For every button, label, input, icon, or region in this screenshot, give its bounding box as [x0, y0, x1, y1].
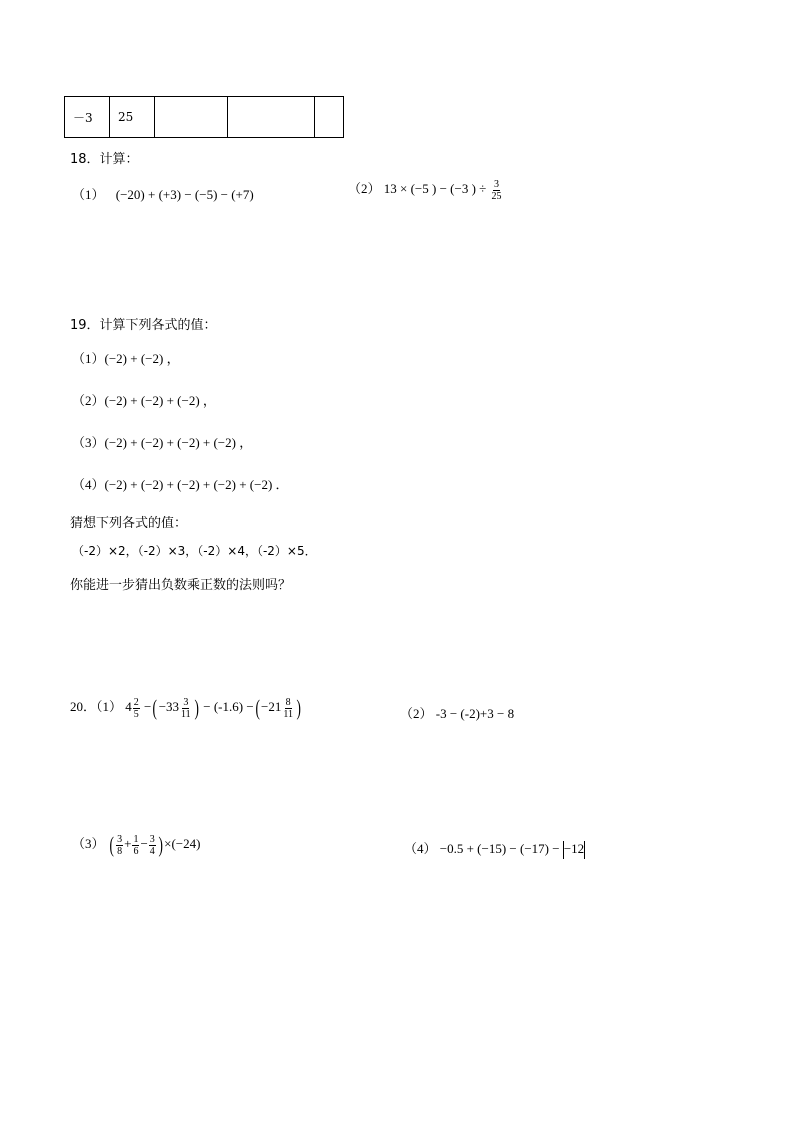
- q20-part4-label: （4）: [404, 841, 437, 856]
- expr-tail: ×(−24): [164, 835, 201, 851]
- fraction-denominator: 6: [133, 845, 139, 857]
- q19-item-label: （3）: [72, 435, 105, 450]
- mixed-number-whole: −21: [260, 698, 282, 714]
- q19-item-expr: (−2) + (−2) + (−2) ，: [104, 393, 216, 408]
- abs-bar-right: [584, 841, 585, 859]
- table-row: [65, 97, 344, 138]
- q20-part3-label: （3）: [72, 835, 105, 851]
- fraction: [149, 834, 156, 857]
- q19-item-label: （1）: [72, 351, 105, 366]
- fraction-denominator: 5: [133, 708, 139, 720]
- q20-part1-label: 20．（1）: [70, 698, 123, 714]
- mixed-number-whole: −33: [158, 698, 180, 714]
- q19-guess-title: 猜想下列各式的值：: [70, 516, 188, 531]
- right-paren: ): [194, 695, 199, 720]
- q19-item-3: [72, 432, 252, 451]
- fraction-denominator: 25: [491, 190, 502, 202]
- q20-part2: [400, 703, 514, 722]
- operator: +: [124, 835, 132, 851]
- expr-middle: − (-1.6) −: [203, 698, 254, 714]
- left-paren: (: [109, 832, 114, 857]
- left-paren: (: [152, 695, 158, 720]
- mixed-number-whole: 4: [125, 698, 132, 714]
- q18-part2-label: （2）: [348, 181, 381, 196]
- fraction-denominator: 11: [283, 708, 293, 720]
- fraction-numerator: 3: [494, 178, 500, 190]
- q18-part1-expr: (−20) + (+3) − (−5) − (+7): [115, 187, 254, 202]
- q20-part4: [404, 838, 585, 859]
- q18-part2: [348, 178, 504, 202]
- operator: −: [144, 698, 152, 714]
- fraction-numerator: 3: [117, 833, 123, 845]
- q19-guess-expr: （-2）×2，（-2）×3，（-2）×4，（-2）×5．: [72, 544, 317, 558]
- right-paren: ): [158, 832, 163, 857]
- fraction: [133, 697, 140, 720]
- q19-question: 你能进一步猜出负数乘正数的法则吗？: [70, 578, 292, 593]
- q18-part1-label: （1）: [72, 187, 105, 202]
- q19-item-expr: (−2) + (−2) + (−2) + (−2) + (−2) ．: [104, 477, 289, 492]
- q20-part1: [70, 695, 302, 721]
- q19-item-1: [72, 348, 180, 367]
- q19-title: 19．计算下列各式的值：: [70, 318, 217, 333]
- q19-item-4: [72, 474, 289, 493]
- left-paren: (: [255, 695, 260, 720]
- q20-part3: [72, 832, 200, 858]
- q19-item-2: [72, 390, 216, 409]
- table-cell: [228, 97, 315, 138]
- q18-part2-fraction: [491, 179, 503, 202]
- abs-value: −12: [563, 841, 585, 856]
- fraction-denominator: 11: [181, 708, 191, 720]
- table-cell: －3: [65, 97, 110, 138]
- fraction-numerator: 1: [133, 833, 139, 845]
- fraction-denominator: 8: [117, 845, 123, 857]
- q18-title: 18．计算：: [70, 152, 139, 167]
- q19-item-expr: (−2) + (−2) + (−2) + (−2) ，: [104, 435, 253, 450]
- answer-table: [64, 96, 344, 138]
- q19-item-label: （4）: [72, 477, 105, 492]
- table-cell: 25: [110, 97, 155, 138]
- q19-item-label: （2）: [72, 393, 105, 408]
- fraction: [282, 697, 294, 720]
- q18-part2-expr: 13 × (−5 ) − (−3 ) ÷: [383, 181, 487, 196]
- table-cell: [315, 97, 344, 138]
- q20-part2-label: （2）: [400, 706, 433, 721]
- fraction: [116, 834, 123, 857]
- fraction-numerator: 2: [133, 696, 139, 708]
- operator: −: [140, 835, 148, 851]
- fraction: [132, 834, 139, 857]
- right-paren: ): [296, 695, 301, 720]
- table-cell: [155, 97, 228, 138]
- fraction: [180, 697, 192, 720]
- fraction-numerator: 3: [149, 833, 155, 845]
- q20-part4-expr: −0.5 + (−15) − (−17) −: [439, 841, 560, 856]
- fraction-denominator: 4: [149, 845, 155, 857]
- q20-part2-expr: -3 − (-2)+3 − 8: [435, 706, 515, 721]
- q19-item-expr: (−2) + (−2) ，: [104, 351, 180, 366]
- fraction-numerator: 3: [183, 696, 189, 708]
- q18-part1: [72, 184, 254, 203]
- fraction-numerator: 8: [285, 696, 291, 708]
